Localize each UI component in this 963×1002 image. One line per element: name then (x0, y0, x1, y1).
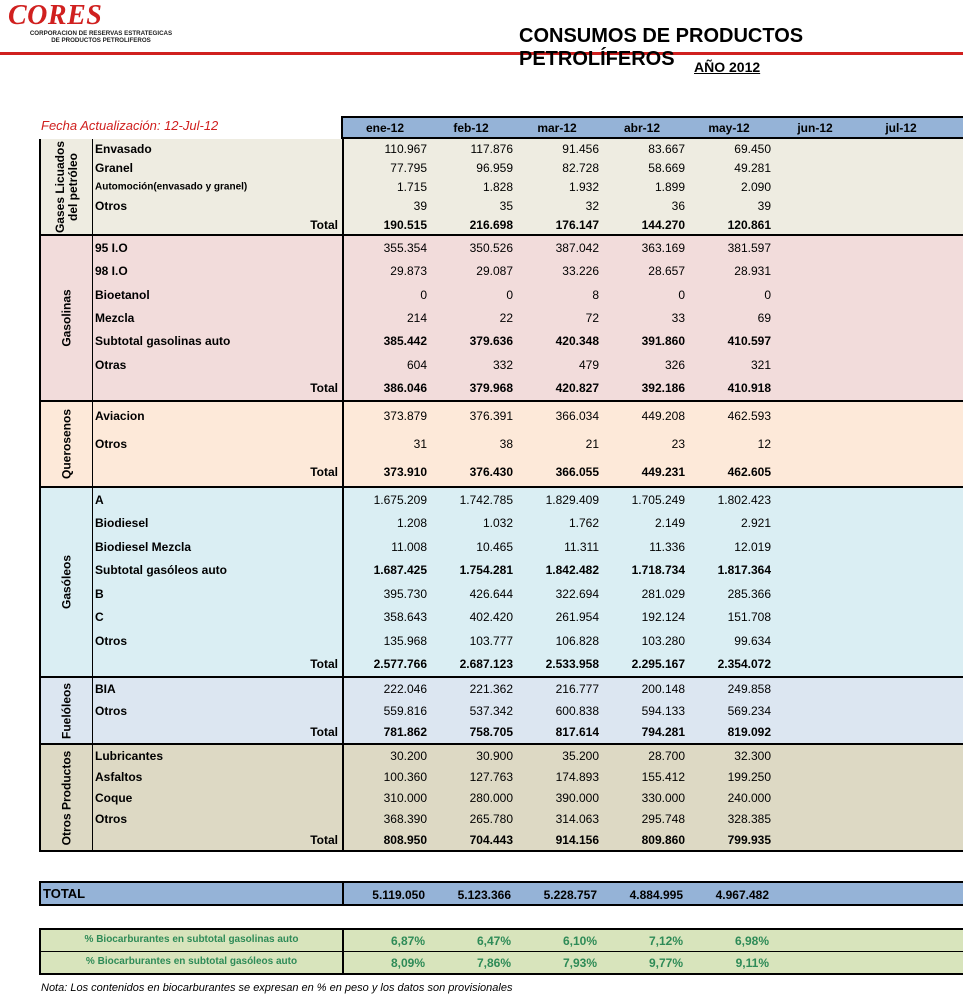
table-row (93, 787, 963, 808)
value-cell: 326 (664, 357, 685, 372)
value-cell: 240.000 (727, 790, 771, 805)
row-label: Bioetanol (95, 287, 150, 302)
row-label: 95 I.O (95, 240, 128, 255)
value-cell: 781.862 (383, 725, 427, 740)
value-cell: 10.465 (476, 539, 513, 554)
value-cell: 96.959 (476, 160, 513, 175)
row-label: Otros (95, 633, 128, 648)
column-separator (342, 883, 344, 904)
table-row (93, 259, 963, 282)
biofuel-value: 6,10% (562, 934, 597, 948)
logo-subtitle-line-2: DE PRODUCTOS PETROLIFEROS (51, 36, 151, 44)
value-cell: 420.348 (555, 334, 599, 349)
value-cell: 402.420 (469, 610, 513, 625)
value-cell: 31 (413, 437, 427, 451)
value-cell: 420.827 (555, 381, 599, 396)
value-cell: 2.921 (740, 516, 771, 531)
value-cell: 151.708 (727, 610, 771, 625)
value-cell: 144.270 (641, 217, 685, 232)
section-label-text (54, 140, 80, 232)
value-cell: 281.029 (641, 586, 685, 601)
value-cell: 23 (671, 437, 685, 451)
value-cell: 12.019 (734, 539, 771, 554)
value-cell: 395.730 (383, 586, 427, 601)
value-cell: 29.873 (390, 264, 427, 279)
value-cell: 410.597 (727, 334, 771, 349)
value-cell: 1.899 (654, 179, 685, 194)
biofuel-value: 9,77% (648, 956, 683, 970)
row-label: Coque (95, 790, 133, 805)
table-row (93, 353, 963, 376)
value-cell: 1.742.785 (459, 492, 513, 507)
section-total-row (93, 829, 963, 850)
value-cell: 30.900 (476, 748, 513, 763)
year-label: AÑO 2012 (694, 59, 761, 75)
value-cell: 249.858 (727, 681, 771, 696)
value-cell: 376.430 (469, 465, 513, 479)
table-row (93, 236, 963, 259)
section-total-row (93, 377, 963, 400)
value-cell: 758.705 (469, 725, 513, 740)
value-cell: 1.032 (482, 516, 513, 531)
table-row (93, 766, 963, 787)
value-cell: 321 (750, 357, 771, 372)
value-cell: 310.000 (383, 790, 427, 805)
value-cell: 77.795 (390, 160, 427, 175)
value-cell: 35 (499, 198, 513, 213)
value-cell: 214 (406, 310, 427, 325)
value-cell: 103.777 (469, 633, 513, 648)
row-label: Otros (95, 437, 128, 451)
value-cell: 328.385 (727, 811, 771, 826)
value-cell: 1.842.482 (545, 563, 599, 578)
value-cell: 379.968 (469, 381, 513, 396)
section-block (39, 488, 963, 678)
month-header: may-12 (708, 121, 750, 135)
value-cell: 285.366 (727, 586, 771, 601)
value-cell: 0 (678, 287, 685, 302)
table-row (93, 330, 963, 353)
value-cell: 265.780 (469, 811, 513, 826)
value-cell: 127.763 (469, 769, 513, 784)
value-cell: 2.354.072 (717, 657, 771, 672)
logo-subtitle (8, 31, 194, 44)
row-label: 98 I.O (95, 264, 128, 279)
section-label-line: Gasolinas (59, 289, 73, 347)
grand-total-value: 4.884.995 (629, 888, 683, 902)
table-row (93, 512, 963, 536)
value-cell: 21 (585, 437, 599, 451)
table-row (93, 582, 963, 606)
grand-total-value: 5.123.366 (457, 888, 511, 902)
biofuel-value: 7,86% (476, 956, 511, 970)
grand-total-row (39, 881, 963, 906)
value-cell: 537.342 (469, 703, 513, 718)
value-cell: 155.412 (641, 769, 685, 784)
value-cell: 600.838 (555, 703, 599, 718)
row-label: Granel (95, 160, 134, 175)
value-cell: 449.231 (641, 465, 685, 479)
value-cell: 11.311 (564, 539, 599, 554)
value-cell: 1.762 (568, 516, 599, 531)
value-cell: 366.055 (555, 465, 599, 479)
update-date: Fecha Actualización: 12-Jul-12 (41, 118, 219, 133)
row-label: Envasado (95, 141, 152, 156)
row-label: C (95, 610, 104, 625)
value-cell: 376.391 (469, 409, 513, 423)
table-row (93, 629, 963, 653)
table-row (93, 283, 963, 306)
value-cell: 314.063 (555, 811, 599, 826)
section-block (39, 678, 963, 745)
total-label: Total (310, 832, 338, 847)
table-row (93, 306, 963, 329)
value-cell: 49.281 (734, 160, 771, 175)
value-cell: 2.149 (654, 516, 685, 531)
section-label (41, 488, 93, 676)
month-header: abr-12 (623, 121, 661, 135)
section-label (41, 745, 93, 850)
value-cell: 0 (420, 287, 427, 302)
month-header: feb-12 (453, 121, 489, 135)
row-label: Aviacion (95, 409, 145, 423)
value-cell: 38 (499, 437, 513, 451)
biofuel-table (39, 928, 963, 975)
value-cell: 176.147 (555, 217, 599, 232)
value-cell: 363.169 (641, 240, 685, 255)
value-cell: 332 (492, 357, 513, 372)
footnote: Nota: Los contenidos en biocarburantes se expresan en % en peso y los datos son provisionales (41, 982, 513, 994)
value-cell: 33.226 (562, 264, 599, 279)
value-cell: 386.046 (383, 381, 427, 396)
value-cell: 373.879 (383, 409, 427, 423)
table-row (93, 678, 963, 700)
biofuel-value: 7,12% (648, 934, 683, 948)
section-label-text (60, 289, 73, 346)
value-cell: 914.156 (555, 832, 599, 847)
value-cell: 221.362 (469, 681, 513, 696)
value-cell: 449.208 (641, 409, 685, 423)
value-cell: 58.669 (648, 160, 685, 175)
value-cell: 295.748 (641, 811, 685, 826)
page-title: CONSUMOS DE PRODUCTOS PETROLÍFEROS (519, 25, 804, 70)
value-cell: 280.000 (469, 790, 513, 805)
total-label: Total (310, 217, 338, 232)
month-header: jun-12 (797, 121, 833, 135)
value-cell: 704.443 (469, 832, 513, 847)
value-cell: 72 (585, 310, 599, 325)
value-cell: 28.931 (734, 264, 771, 279)
biofuel-value: 7,93% (562, 956, 597, 970)
value-cell: 28.700 (648, 748, 685, 763)
value-cell: 2.533.958 (545, 657, 599, 672)
section-block (39, 236, 963, 402)
total-label: Total (310, 465, 338, 479)
value-cell: 82.728 (562, 160, 599, 175)
row-label: Otras (95, 357, 127, 372)
value-cell: 69 (757, 310, 771, 325)
value-cell: 22 (499, 310, 513, 325)
value-cell: 2.577.766 (373, 657, 427, 672)
value-cell: 817.614 (555, 725, 599, 740)
value-cell: 385.442 (383, 334, 427, 349)
value-cell: 1.802.423 (717, 492, 771, 507)
row-label: Subtotal gasolinas auto (95, 334, 231, 349)
section-total-row (93, 458, 963, 486)
logo-wordmark: CORES (8, 0, 103, 31)
value-cell: 373.910 (383, 465, 427, 479)
table-row (93, 808, 963, 829)
value-cell: 192.124 (641, 610, 685, 625)
table-row (93, 139, 963, 158)
value-cell: 368.390 (383, 811, 427, 826)
section-label (41, 402, 93, 486)
table-row (93, 559, 963, 583)
section-total-row (93, 215, 963, 234)
value-cell: 1.715 (396, 179, 427, 194)
grand-total-label: TOTAL (43, 886, 86, 901)
value-cell: 1.829.409 (545, 492, 599, 507)
value-cell: 11.336 (649, 539, 685, 554)
section-label (41, 236, 93, 400)
row-label: Mezcla (95, 310, 135, 325)
value-cell: 1.687.425 (373, 563, 427, 578)
value-cell: 1.208 (396, 516, 427, 531)
table-row (93, 430, 963, 458)
section-label-line: Gases Licuados (52, 140, 67, 233)
value-cell: 216.777 (555, 681, 599, 696)
value-cell: 410.918 (727, 381, 771, 396)
value-cell: 1.932 (568, 179, 599, 194)
biofuel-row (41, 930, 963, 951)
value-cell: 1.828 (482, 179, 513, 194)
row-label: Lubricantes (95, 748, 164, 763)
section-block (39, 745, 963, 852)
value-cell: 35.200 (562, 748, 599, 763)
value-cell: 8 (592, 287, 599, 302)
table-row (93, 745, 963, 766)
value-cell: 33 (671, 310, 685, 325)
section-label-text (60, 750, 73, 845)
value-cell: 99.634 (734, 633, 771, 648)
value-cell: 30.200 (390, 748, 427, 763)
value-cell: 36 (671, 198, 685, 213)
grand-total-value: 5.228.757 (543, 888, 597, 902)
value-cell: 261.954 (555, 610, 599, 625)
value-cell: 594.133 (641, 703, 685, 718)
value-cell: 216.698 (469, 217, 513, 232)
value-cell: 2.295.167 (631, 657, 685, 672)
value-cell: 32 (585, 198, 599, 213)
biofuel-value: 6,98% (734, 934, 769, 948)
biofuel-value: 9,11% (735, 956, 769, 970)
month-header: ene-12 (365, 121, 405, 135)
value-cell: 199.250 (727, 769, 771, 784)
value-cell: 91.456 (562, 141, 599, 156)
row-label: A (95, 492, 104, 507)
value-cell: 110.967 (384, 141, 427, 156)
value-cell: 120.861 (727, 217, 771, 232)
value-cell: 1.718.734 (631, 563, 685, 578)
section-block (39, 139, 963, 236)
total-label: Total (310, 381, 338, 396)
value-cell: 0 (764, 287, 771, 302)
value-cell: 106.828 (555, 633, 599, 648)
section-label-line: Otros Productos (59, 750, 73, 845)
row-label: B (95, 586, 104, 601)
row-label: Subtotal gasóleos auto (95, 563, 228, 578)
value-cell: 392.186 (641, 381, 685, 396)
value-cell: 174.893 (555, 769, 599, 784)
month-header: jul-12 (885, 121, 917, 135)
value-cell: 794.281 (641, 725, 685, 740)
value-cell: 559.816 (383, 703, 427, 718)
value-cell: 462.605 (727, 465, 771, 479)
row-label: Asfaltos (95, 769, 143, 784)
value-cell: 387.042 (555, 240, 599, 255)
value-cell: 799.935 (727, 832, 771, 847)
consumption-table (39, 139, 963, 852)
row-label: BIA (95, 681, 116, 696)
section-label-line: Querosenos (59, 408, 73, 480)
value-cell: 569.234 (727, 703, 771, 718)
section-label-line: Gasóleos (59, 554, 73, 610)
value-cell: 379.636 (469, 334, 513, 349)
value-cell: 479 (578, 357, 599, 372)
value-cell: 355.354 (383, 240, 427, 255)
section-block (39, 402, 963, 488)
table-row (93, 606, 963, 630)
value-cell: 117.876 (470, 141, 513, 156)
value-cell: 1.675.209 (373, 492, 427, 507)
row-label: Otros (95, 703, 128, 718)
value-cell: 604 (406, 357, 427, 372)
value-cell: 190.515 (383, 217, 427, 232)
value-cell: 200.148 (641, 681, 685, 696)
row-label: Otros (95, 811, 128, 826)
section-label (41, 678, 93, 743)
total-label: Total (310, 657, 338, 672)
value-cell: 390.000 (555, 790, 599, 805)
value-cell: 358.643 (383, 610, 427, 625)
value-cell: 29.087 (476, 264, 513, 279)
section-label-line: del petróleo (65, 152, 80, 221)
table-row (93, 196, 963, 215)
value-cell: 28.657 (648, 264, 685, 279)
section-label-text (60, 409, 73, 479)
value-cell: 381.597 (727, 240, 771, 255)
value-cell: 0 (506, 287, 513, 302)
month-header: mar-12 (537, 121, 577, 135)
value-cell: 322.694 (555, 586, 599, 601)
table-row (93, 535, 963, 559)
value-cell: 2.090 (740, 179, 771, 194)
biofuel-label: % Biocarburantes en subtotal gasolinas auto (84, 934, 299, 945)
value-cell: 426.644 (469, 586, 513, 601)
row-label: Automoción(envasado y granel) (95, 181, 248, 192)
value-cell: 12 (757, 437, 771, 451)
value-cell: 1.705.249 (631, 492, 685, 507)
section-total-row (93, 721, 963, 743)
total-label: Total (310, 725, 338, 740)
row-label: Otros (95, 198, 128, 213)
section-label (41, 139, 93, 234)
value-cell: 69.450 (734, 141, 771, 156)
biofuel-value: 6,87% (390, 934, 425, 948)
biofuel-value: 8,09% (390, 956, 425, 970)
value-cell: 391.860 (641, 334, 685, 349)
value-cell: 1.817.364 (717, 563, 771, 578)
section-total-row (93, 653, 963, 677)
value-cell: 330.000 (641, 790, 685, 805)
section-label-text (60, 682, 73, 738)
value-cell: 809.860 (641, 832, 685, 847)
biofuel-value: 6,47% (476, 934, 511, 948)
value-cell: 135.968 (383, 633, 427, 648)
value-cell: 2.687.123 (459, 657, 513, 672)
value-cell: 11.008 (391, 539, 427, 554)
value-cell: 39 (413, 198, 427, 213)
table-row (93, 158, 963, 177)
table-row (93, 402, 963, 430)
value-cell: 83.667 (648, 141, 685, 156)
value-cell: 1.754.281 (459, 563, 513, 578)
value-cell: 808.950 (383, 832, 427, 847)
table-row (93, 700, 963, 722)
biofuel-row (41, 952, 963, 973)
value-cell: 350.526 (469, 240, 513, 255)
value-cell: 819.092 (727, 725, 771, 740)
row-label: Biodiesel (95, 516, 149, 531)
table-row (93, 177, 963, 196)
value-cell: 222.046 (383, 681, 427, 696)
row-label: Biodiesel Mezcla (95, 539, 192, 554)
value-cell: 100.360 (383, 769, 427, 784)
grand-total-value: 5.119.050 (372, 888, 425, 902)
grand-total-value: 4.967.482 (715, 888, 769, 902)
value-cell: 32.300 (734, 748, 771, 763)
logo-subtitle-line-1: CORPORACION DE RESERVAS ESTRATEGICAS (29, 30, 173, 37)
value-cell: 103.280 (641, 633, 685, 648)
value-cell: 366.034 (555, 409, 599, 423)
table-row (93, 488, 963, 512)
section-label-text (60, 555, 73, 609)
biofuel-label: % Biocarburantes en subtotal gasóleos auto (85, 956, 298, 967)
section-label-line: Fuelóleos (59, 682, 73, 739)
value-cell: 39 (757, 198, 771, 213)
value-cell: 462.593 (727, 409, 771, 423)
